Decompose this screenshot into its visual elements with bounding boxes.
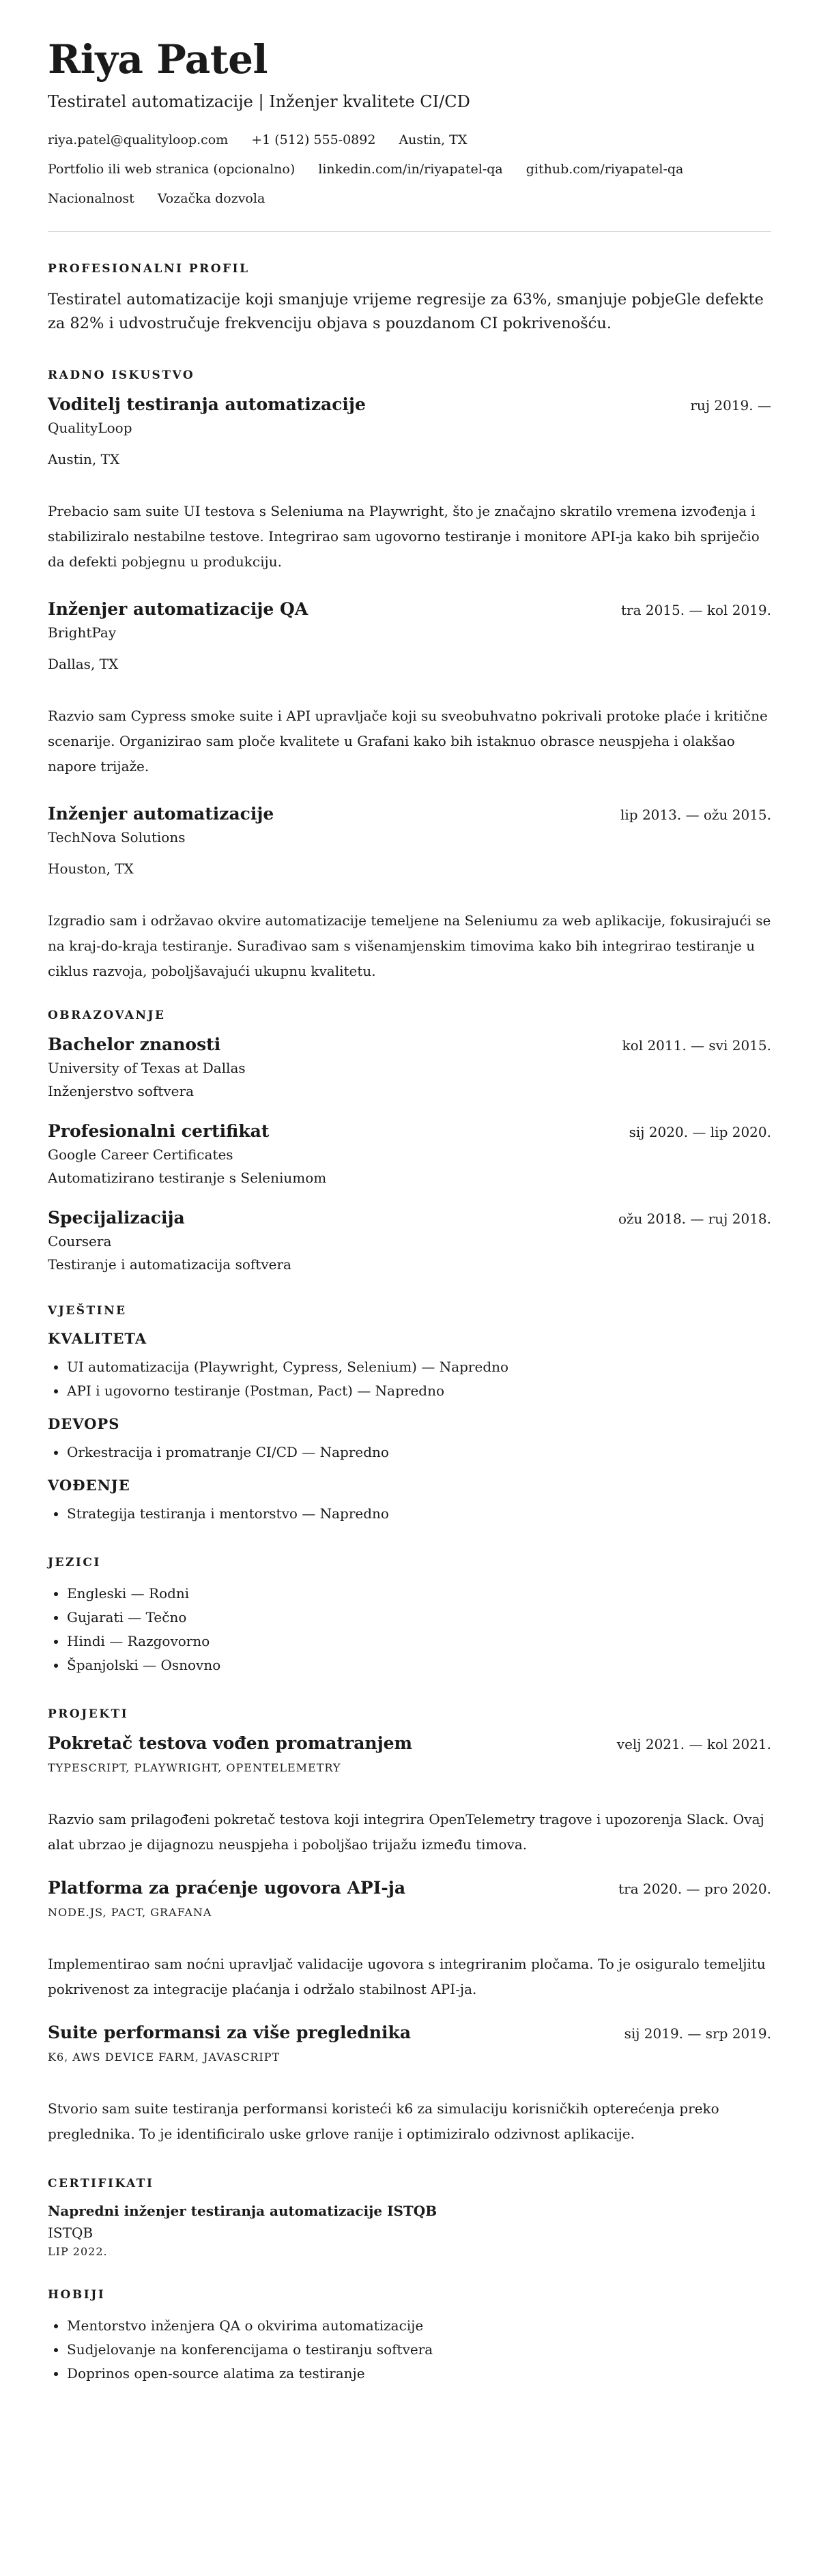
job-entry [48,599,771,779]
project-tech: TYPESCRIPT, PLAYWRIGHT, OPENTELEMETRY [48,1761,341,1774]
education-entry [48,1208,771,1274]
languages-section [48,1582,771,1677]
project-entry [48,1878,771,2002]
section-title-projects: PROJEKTI [48,1707,129,1721]
job-company: BrightPay [48,624,117,641]
certificate-issuer: ISTQB [48,2225,94,2241]
degree-title: Specijalizacija [48,1208,185,1228]
job-date: ruj 2019. — [690,397,771,414]
certificate-date: LIP 2022. [48,2245,108,2258]
language-list [48,1582,771,1677]
project-title: Platforma za praćenje ugovora API-ja [48,1878,406,1898]
project-entry [48,1733,771,1857]
project-entry [48,2023,771,2147]
institution: Google Career Certificates [48,1146,233,1163]
hobby-item: • Doprinos open-source alatima za testiranje [67,2362,771,2386]
skill-group-title: VOĐENJE [48,1477,130,1494]
skill-list [48,1355,771,1403]
contact-email[interactable]: riya.patel@qualityloop.com [48,132,229,148]
job-entry [48,394,771,575]
links-row [48,161,771,178]
personal-row [48,190,771,207]
skill-list [48,1441,771,1464]
skill-item: • UI automatizacija (Playwright, Cypress, Selenium) — Napredno [67,1355,771,1379]
institution: University of Texas at Dallas [48,1060,246,1076]
job-date: lip 2013. — ožu 2015. [620,807,771,823]
language-item: • Engleski — Rodni [67,1582,771,1606]
contact-phone[interactable]: +1 (512) 555-0892 [251,132,376,148]
linkedin-link[interactable]: linkedin.com/in/riyapatel-qa [318,161,503,177]
skills-section [48,1330,771,1526]
field-of-study: Inženjerstvo softvera [48,1083,194,1099]
project-title: Pokretač testova vođen promatranjem [48,1733,412,1753]
driving-license: Vozačka dozvola [157,190,265,206]
language-item: • Gujarati — Tečno [67,1606,771,1630]
job-company: TechNova Solutions [48,829,186,845]
project-title: Suite performansi za više preglednika [48,2023,412,2042]
institution: Coursera [48,1233,112,1249]
degree-title: Bachelor znanosti [48,1034,221,1054]
contact-location: Austin, TX [399,132,468,148]
education-date: ožu 2018. — ruj 2018. [618,1211,771,1227]
project-tech: K6, AWS DEVICE FARM, JAVASCRIPT [48,2051,281,2064]
github-link[interactable]: github.com/riyapatel-qa [526,161,684,177]
degree-title: Profesionalni certifikat [48,1121,270,1141]
project-description: Stvorio sam suite testiranja performansi koristeći k6 za simulaciju korisničkih opterećenja preko preglednika. To je identificiralo uske grlove ranije i optimiziralo odzivnost aplikacije. [48,2100,719,2142]
job-description: Izgradio sam i održavao okvire automatizacije temeljene na Seleniumu za web aplikacije, fokusirajući se na kraj-do-kraja testiranje. Surađivao sam s višenamjenskim timovima kako bih integrirao testiranje u ciklus razvoja, poboljšavajući ukupnu kvalitetu. [48,912,771,979]
job-location: Austin, TX [48,451,120,467]
education-entry [48,1034,771,1101]
section-title-certificates: CERTIFIKATI [48,2177,154,2190]
job-location: Houston, TX [48,860,134,877]
section-title-profile: PROFESIONALNI PROFIL [48,262,250,276]
contact-row [48,132,771,149]
certificate-entry [48,2203,771,2258]
project-description: Implementirao sam noćni upravljač validacije ugovora s integriranim pločama. To je osiguralo temeljitu pokrivenost za integracije plaćanja i održalo stabilnost API-ja. [48,1956,766,1997]
job-description: Prebacio sam suite UI testova s Seleniuma na Playwright, što je značajno skratilo vremena izvođenja i stabiliziralo nestabilne testove. Integrirao sam ugovorno testiranje i monitore API-ja kako bih spriječio da defekti pobjegnu u produkciju. [48,503,760,570]
job-title: Inženjer automatizacije [48,804,274,824]
project-tech: NODE.JS, PACT, GRAFANA [48,1906,212,1919]
job-description: Razvio sam Cypress smoke suite i API upravljače koji su sveobuhvatno pokrivali protoke plaće i kritične scenarije. Organizirao sam ploče kvalitete u Grafani kako bih istaknuo obrasce neuspjeha i olakšao napore trijaže. [48,708,768,775]
project-date: sij 2019. — srp 2019. [624,2025,771,2042]
portfolio-link[interactable]: Portfolio ili web stranica (opcionalno) [48,161,296,177]
nationality: Nacionalnost [48,190,134,206]
hobby-item: • Mentorstvo inženjera QA o okvirima automatizacije [67,2314,771,2338]
language-item: • Španjolski — Osnovno [67,1653,771,1677]
skill-group-title: DEVOPS [48,1415,120,1432]
hobby-list [48,2314,771,2386]
skill-item: • Orkestracija i promatranje CI/CD — Napredno [67,1441,771,1464]
section-title-experience: RADNO ISKUSTVO [48,368,195,382]
job-title: Voditelj testiranja automatizacije [48,394,366,414]
candidate-name: Riya Patel [48,36,268,83]
field-of-study: Testiranje i automatizacija softvera [48,1256,291,1273]
education-date: sij 2020. — lip 2020. [629,1124,771,1140]
education-entry [48,1121,771,1187]
certificate-title: Napredni inženjer testiranja automatizacije ISTQB [48,2203,437,2219]
project-date: velj 2021. — kol 2021. [616,1736,771,1752]
skill-item: • API i ugovorno testiranje (Postman, Pact) — Napredno [67,1379,771,1403]
project-date: tra 2020. — pro 2020. [618,1881,771,1897]
field-of-study: Automatizirano testiranje s Seleniumom [48,1170,327,1186]
section-title-skills: VJEŠTINE [48,1304,127,1318]
skill-group-title: KVALITETA [48,1330,147,1347]
project-description: Razvio sam prilagođeni pokretač testova koji integrira OpenTelemetry tragove i upozorenja Slack. Ovaj alat ubrzao je dijagnozu neuspjeha i poboljšao trijažu između timova. [48,1811,764,1853]
job-company: QualityLoop [48,420,132,436]
header-divider [48,231,771,232]
candidate-subtitle: Testiratel automatizacije | Inženjer kvalitete CI/CD [48,92,470,111]
section-title-education: OBRAZOVANJE [48,1009,166,1022]
education-date: kol 2011. — svi 2015. [622,1037,771,1054]
job-location: Dallas, TX [48,656,119,672]
job-title: Inženjer automatizacije QA [48,599,308,619]
skill-list [48,1502,771,1526]
hobby-item: • Sudjelovanje na konferencijama o testiranju softvera [67,2338,771,2362]
skill-item: • Strategija testiranja i mentorstvo — Napredno [67,1502,771,1526]
job-entry [48,804,771,984]
profile-summary: Testiratel automatizacije koji smanjuje vrijeme regresije za 63%, smanjuje pobjeGle defekte za 82% i udvostručuje frekvenciju objava s pouzdanom CI pokrivenošću. [48,291,764,333]
section-title-languages: JEZICI [48,1556,101,1569]
language-item: • Hindi — Razgovorno [67,1630,771,1653]
job-date: tra 2015. — kol 2019. [620,602,771,618]
section-title-hobbies: HOBIJI [48,2288,106,2302]
